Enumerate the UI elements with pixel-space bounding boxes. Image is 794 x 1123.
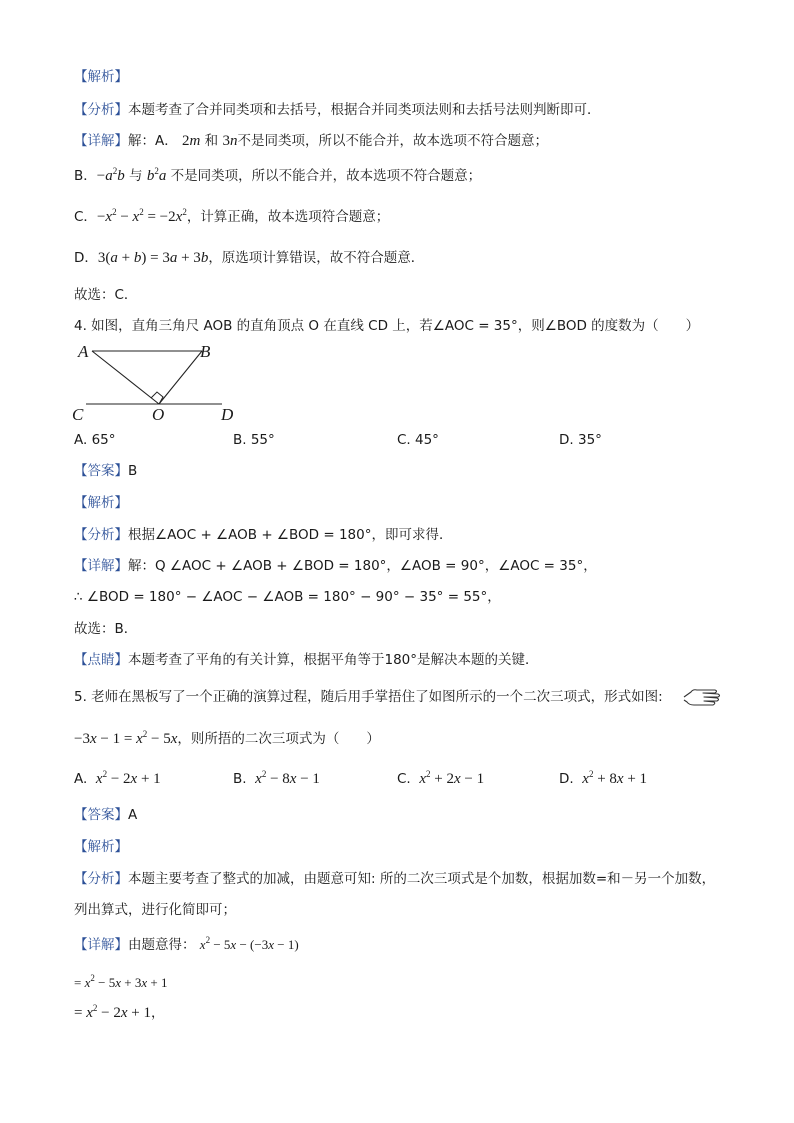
line-a-prefix: 解：A． [128,133,178,149]
line-b-prefix: B． [74,168,97,184]
option-letter: D. [559,771,574,787]
option-letter: B. [233,771,247,787]
q5-option-a [74,770,161,788]
q5-step-1 [74,974,167,992]
fenxi-tag: 【分析】 [74,527,128,543]
prev-choice: 故选：C． [74,287,138,303]
q4-choice: 故选：B． [74,621,138,637]
line-a-text: 不是同类项，所以不能合并，故本选项不符合题意； [237,133,548,149]
label-b: B [200,342,211,361]
q4-analysis-heading: 【解析】 [74,495,128,511]
fenxi-text: 本题主要考查了整式的加减，由题意可知: 所的二次三项式是个加数，根据加数=和－另一个加数， [128,871,716,887]
label-d: D [221,405,234,424]
line-d-text: ，原选项计算错误，故不符合题意． [208,250,425,266]
math-expression: $x^2 - 2x + 1$ [95,769,161,787]
math-expression: 3(a + b) = 3a + 3b [97,250,209,266]
fenxi-tag: 【分析】 [74,102,128,118]
answer-value: A [128,807,138,823]
xiangjie-tag: 【详解】 [74,937,128,953]
prev-detail-line-c [74,208,389,226]
segment-ao [92,351,159,404]
segment-bo [159,351,202,404]
q5-step-2: = $x^2 - 2x + 1$， [74,1003,165,1021]
q4-dianjing-line [74,651,539,669]
q5-answer-line [74,806,137,824]
math-expression: $x^2 - 5x - (-3x - 1)$ [199,935,299,952]
option-letter: C. [397,771,411,787]
line-b-text: 不是同类项，所以不能合并，故本选项不符合题意； [170,168,482,184]
q4-step-2: ∴ ∠BOD = 180° − ∠AOC − ∠AOB = 180° − 90° − 35° = 55°， [74,589,501,605]
prev-analysis-line [74,101,601,119]
q4-figure [70,340,250,424]
q5-stem-line-1: 5. 老师在黑板写了一个正确的演算过程，随后用手掌捂住了如图所示的一个二次三项式，形式如图: [74,689,663,705]
line-d-prefix: D． [74,250,98,266]
answer-value: B [128,463,138,479]
q5-fenxi-line-1 [74,870,715,888]
xiangjie-tag: 【详解】 [74,133,128,149]
answer-tag: 【答案】 [74,807,128,823]
prev-detail-line-d [74,249,424,267]
xiangjie-tag: 【详解】 [74,558,128,574]
q4-xiangjie-line [74,557,597,575]
q4-answer-line [74,462,137,480]
analysis-heading: 【解析】 [74,69,128,85]
hand-icon [682,683,722,709]
q4-option-b: B. 55° [233,432,275,448]
math-expression: $-x^2 - x^2 = -2x^2$ [96,207,187,225]
math-expression: $-a^2b$ [96,166,125,184]
q5-option-c [397,770,484,788]
step-1: 解：Q ∠AOC + ∠AOB + ∠BOD = 180°，∠AOB = 90°，∠AOC = 35°， [128,558,597,574]
math-expression: 3n [222,133,238,149]
label-c: C [72,405,84,424]
math-expression: $-3x - 1 = x^2 - 5x$ [74,729,178,747]
q4-option-c: C. 45° [397,432,439,448]
q4-stem: 4. 如图，直角三角尺 AOB 的直角顶点 O 在直线 CD 上，若∠AOC = 35°，则∠BOD 的度数为（ ） [74,318,700,334]
math-expression: 2m [182,133,201,149]
fenxi-text: 本题考查了合并同类项和去括号，根据合并同类项法则和去括号法则判断即可． [128,102,601,118]
stem-suffix: ，则所捂的二次三项式为（ ） [177,731,380,747]
line-c-text: ，计算正确，故本选项符合题意； [186,209,390,225]
q5-option-d [559,770,647,788]
math-expression: $b^2a$ [146,166,167,184]
math-expression: $x^2 + 8x + 1$ [582,769,648,787]
q5-stem-line-2 [74,730,380,748]
option-letter: A. [74,771,88,787]
math-expression: = $x^2 - 2x + 1$ [74,1003,151,1021]
prev-detail-line-b: B．$-a^2b$ 与 $b^2a$ 不是同类项，所以不能合并，故本选项不符合题意； [74,166,482,184]
q4-fenxi-line [74,526,453,544]
label-a: A [78,342,89,361]
q5-fenxi-line-2: 列出算式，进行化简即可； [74,902,236,918]
line-c-prefix: C． [74,209,97,225]
fenxi-tag: 【分析】 [74,871,128,887]
math-expression: = $x^2 - 5x + 3x + 1$ [74,973,168,990]
math-expression: $x^2 + 2x - 1$ [419,769,485,787]
label-o: O [152,405,165,424]
answer-tag: 【答案】 [74,463,128,479]
xiangjie-text: 由题意得： [128,937,196,953]
dianjing-tag: 【点睛】 [74,652,128,668]
prev-detail-line-a: 【详解】解：A． 2m 和 3n不是同类项，所以不能合并，故本选项不符合题意； [74,133,548,149]
q4-option-d: D. 35° [559,432,602,448]
math-expression: $x^2 - 8x - 1$ [255,769,320,787]
q5-analysis-heading: 【解析】 [74,839,128,855]
dianjing-text: 本题考查了平角的有关计算，根据平角等于180°是解决本题的关键． [128,652,539,668]
q5-xiangjie-line [74,936,299,954]
fenxi-text: 根据∠AOC + ∠AOB + ∠BOD = 180°，即可求得． [128,527,453,543]
q5-option-b [233,770,320,788]
q4-option-a: A. 65° [74,432,116,448]
